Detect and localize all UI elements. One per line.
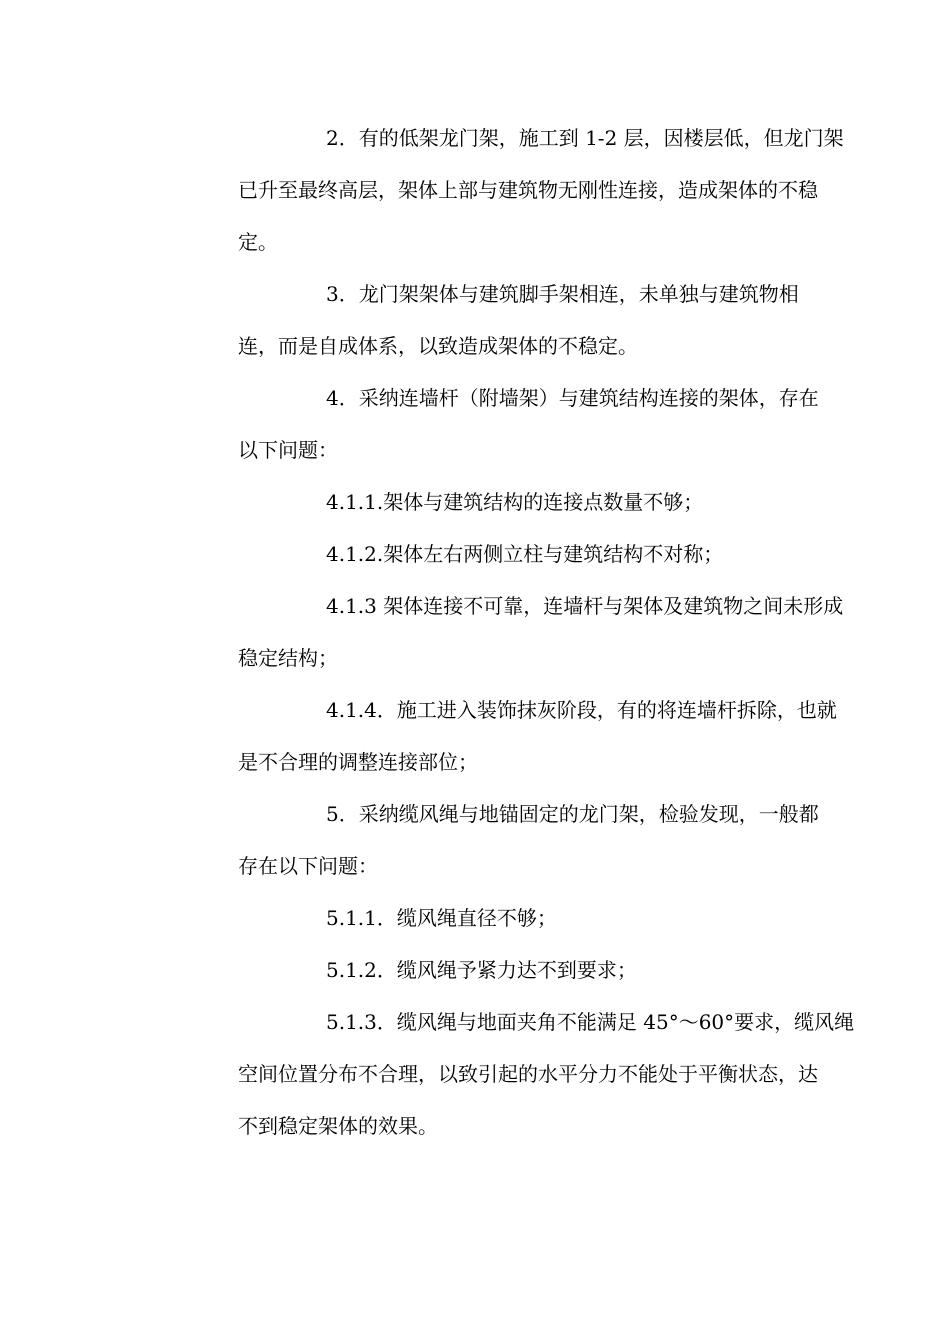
document-body: [150, 112, 855, 1152]
text-line: 连，而是自成体系，以致造成架体的不稳定。: [238, 334, 638, 358]
text-line: 2．有的低架龙门架，施工到 1-2 层，因楼层低，但龙门架: [326, 126, 844, 150]
paragraph-item-4-1-1: [150, 476, 805, 528]
paragraph-item-5: [150, 788, 819, 892]
text-line: 5．采纳缆风绳与地锚固定的龙门架，检验发现，一般都: [326, 802, 819, 826]
paragraph-item-4: [150, 372, 819, 476]
paragraph-item-4-1-3: [150, 580, 844, 684]
text-line: 5.1.2．缆风绳予紧力达不到要求；: [326, 958, 637, 982]
paragraph-item-4-1-2: [150, 528, 805, 580]
text-line: 稳定结构；: [238, 646, 338, 670]
paragraph-item-5-1-2: [150, 944, 805, 996]
paragraph-item-2: [150, 112, 844, 268]
text-line: 已升至最终高层，架体上部与建筑物无刚性连接，造成架体的不稳: [238, 178, 818, 202]
text-line: 是不合理的调整连接部位；: [238, 750, 478, 774]
text-line: 4．采纳连墙杆（附墙架）与建筑结构连接的架体，存在: [326, 386, 819, 410]
paragraph-item-5-1-3: [150, 996, 855, 1152]
text-line: 定。: [238, 230, 278, 254]
paragraph-item-3: [150, 268, 805, 372]
text-line: 不到稳定架体的效果。: [238, 1114, 438, 1138]
text-line: 以下问题：: [238, 438, 338, 462]
text-line: 4.1.3 架体连接不可靠，连墙杆与架体及建筑物之间未形成: [326, 594, 844, 618]
text-line: 4.1.2.架体左右两侧立柱与建筑结构不对称；: [326, 542, 724, 566]
text-line: 5.1.1．缆风绳直径不够；: [326, 906, 557, 930]
text-line: 5.1.3．缆风绳与地面夹角不能满足 45°～60°要求，缆风绳: [326, 1010, 855, 1034]
text-line: 存在以下问题：: [238, 854, 378, 878]
text-line: 空间位置分布不合理，以致引起的水平分力不能处于平衡状态，达: [238, 1062, 818, 1086]
text-line: 4.1.1.架体与建筑结构的连接点数量不够；: [326, 490, 704, 514]
text-line: 4.1.4．施工进入装饰抹灰阶段，有的将连墙杆拆除，也就: [326, 698, 837, 722]
text-line: 3．龙门架架体与建筑脚手架相连，未单独与建筑物相: [326, 282, 799, 306]
paragraph-item-4-1-4: [150, 684, 837, 788]
paragraph-item-5-1-1: [150, 892, 805, 944]
